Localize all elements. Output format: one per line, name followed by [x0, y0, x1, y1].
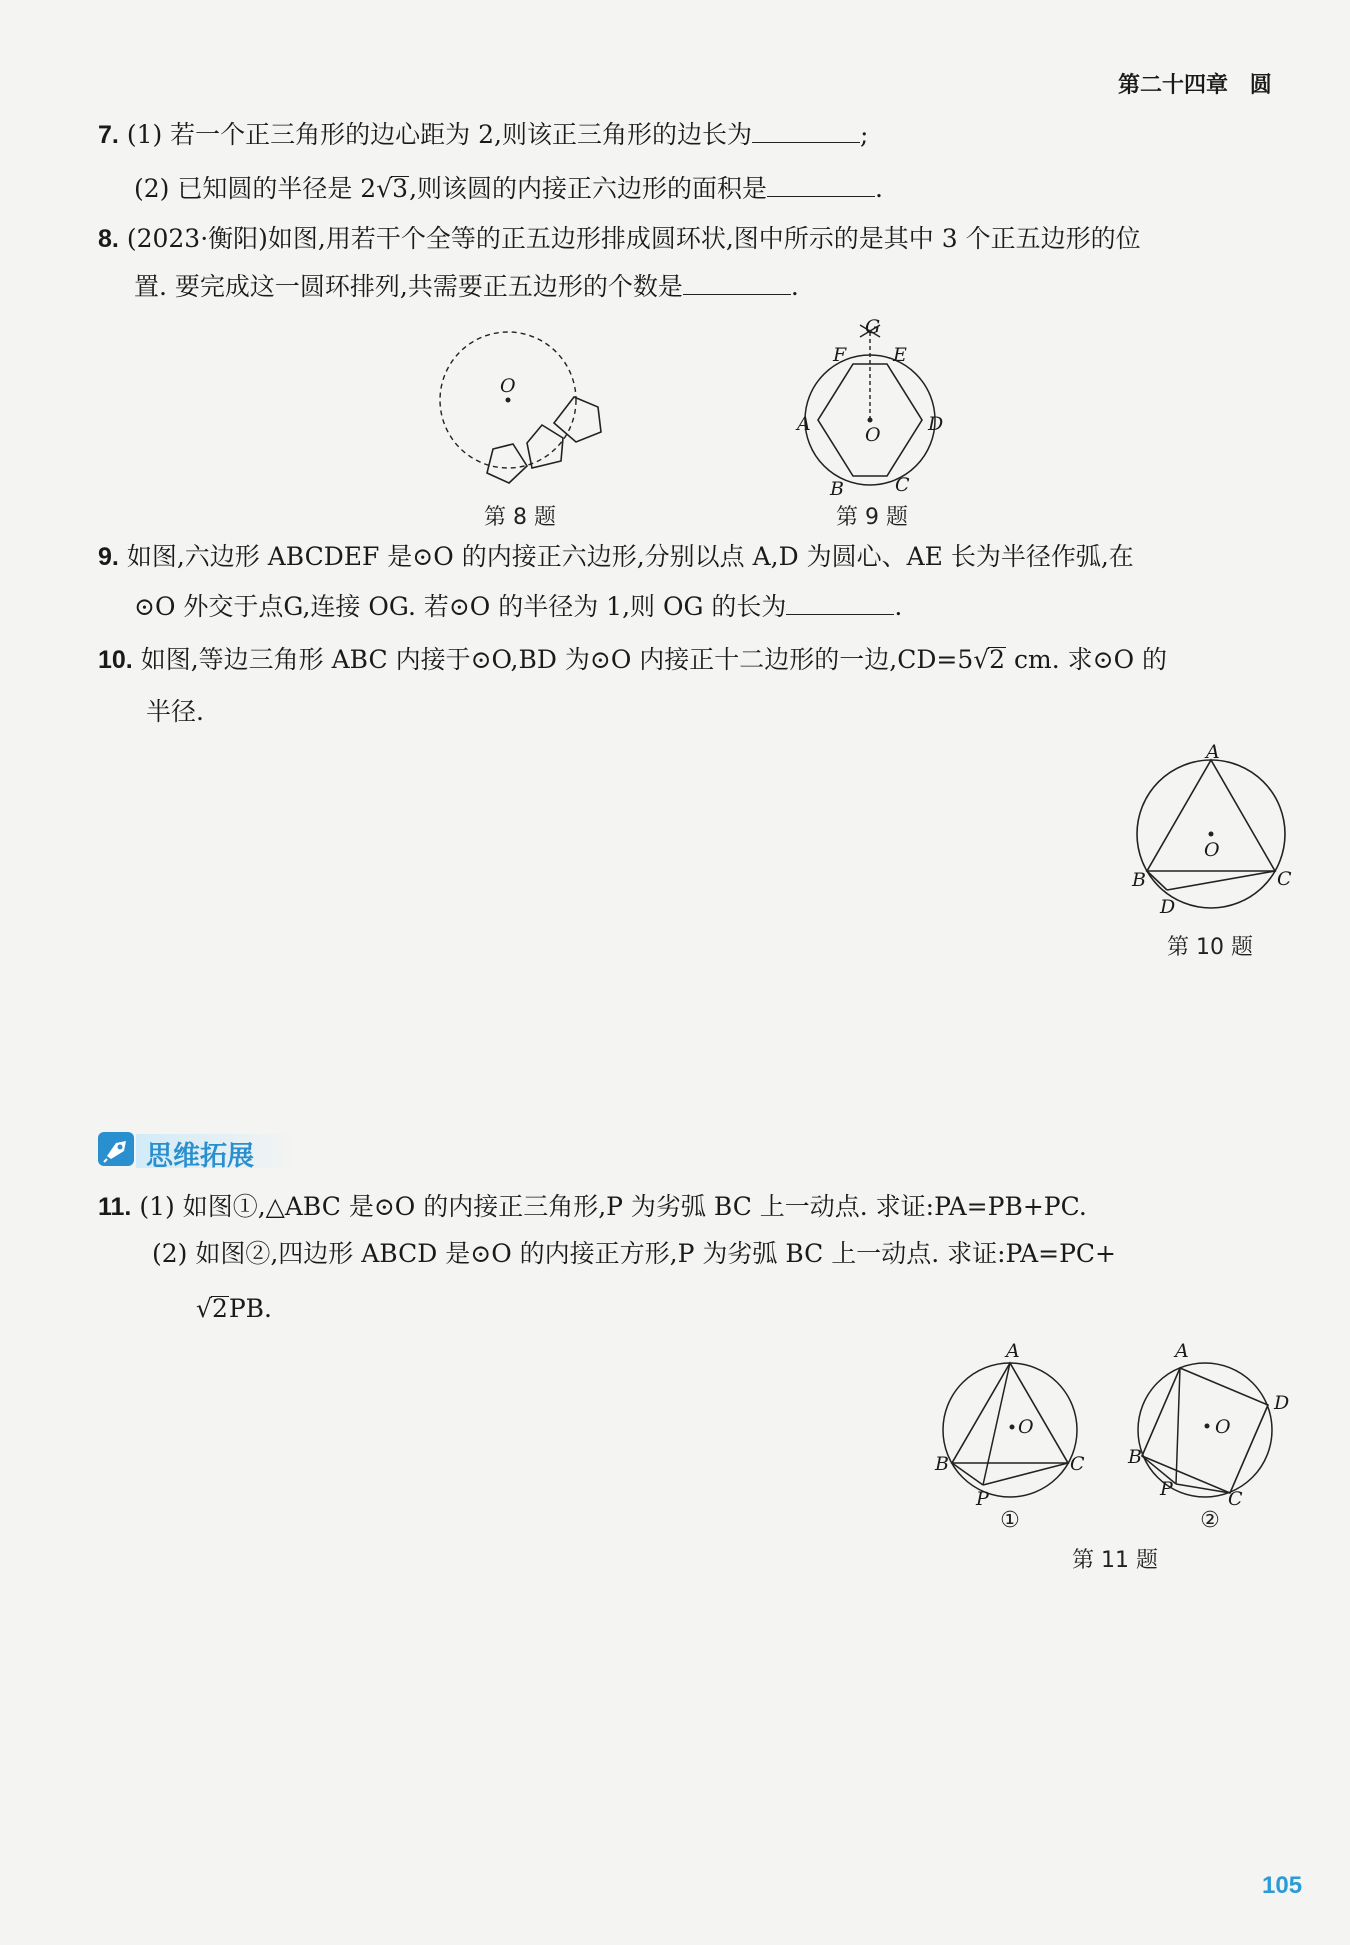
question-text: (1) 如图①,△ABC 是⊙O 的内接正三角形,P 为劣弧 BC 上一动点. 求证:PA=PB+PC. — [139, 1192, 1087, 1221]
section-banner — [98, 1130, 286, 1170]
question-text: 置. 要完成这一圆环排列,共需要正五边形的个数是 — [134, 272, 683, 301]
label-b: B — [935, 1453, 949, 1475]
question-11-part2-cont — [196, 1292, 272, 1326]
question-text: 如图,等边三角形 ABC 内接于⊙O,BD 为⊙O 内接正十二边形的一边,CD=5 — [140, 645, 974, 674]
section-title: 圆 — [1249, 73, 1272, 98]
chapter-header — [1118, 68, 1272, 99]
answer-blank — [786, 590, 894, 615]
label-a: A — [1175, 1340, 1189, 1362]
label-o: O — [1018, 1416, 1034, 1438]
punctuation: . — [894, 592, 903, 621]
label-f: F — [833, 344, 847, 366]
question-text: ⊙O 外交于点G,连接 OG. 若⊙O 的半径为 1,则 OG 的长为 — [134, 592, 787, 621]
section-title: 思维拓展 — [146, 1141, 254, 1172]
question-11-part2: (2) 如图②,四边形 ABCD 是⊙O 的内接正方形,P 为劣弧 BC 上一动点. 求证:PA=PC+ — [152, 1239, 1116, 1268]
question-10-line2: 半径. — [146, 697, 204, 726]
figure-11-caption: 第 11 题 — [1072, 1548, 1158, 1573]
question-text: 如图,六边形 ABCDEF 是⊙O 的内接正六边形,分别以点 A,D 为圆心、AE 长为半径作弧,在 — [126, 542, 1134, 571]
answer-blank — [767, 172, 875, 197]
question-10-line1 — [98, 643, 1167, 677]
question-text: PB. — [228, 1294, 272, 1323]
question-7-part1 — [98, 118, 868, 152]
punctuation: . — [875, 174, 883, 203]
label-a: A — [1206, 741, 1220, 763]
label-e: E — [893, 344, 907, 366]
figure-11-2-square — [1120, 1335, 1305, 1510]
label-o: O — [1215, 1416, 1231, 1438]
label-c: C — [1277, 868, 1292, 890]
question-9-line2 — [134, 590, 902, 624]
sqrt-radicand: 2 — [211, 1294, 228, 1323]
label-c: C — [1228, 1488, 1243, 1510]
label-a: A — [1006, 1340, 1020, 1362]
sqrt-radicand: 2 — [989, 645, 1006, 674]
sqrt-sign: √ — [973, 645, 990, 674]
label-b: B — [1132, 869, 1146, 891]
figure-10-triangle-in-circle — [1120, 738, 1300, 923]
question-8-line1 — [98, 222, 1141, 256]
chapter-title: 第二十四章 — [1118, 73, 1229, 98]
label-p: P — [976, 1488, 989, 1510]
question-text: cm. 求⊙O 的 — [1006, 645, 1168, 674]
label-d: D — [1274, 1392, 1290, 1414]
rocket-icon — [98, 1132, 134, 1166]
figure-8-caption: 第 8 题 — [484, 505, 556, 530]
page-number: 105 — [1262, 1872, 1303, 1899]
punctuation: ; — [859, 120, 869, 149]
question-number: 11. — [98, 1193, 132, 1221]
answer-blank — [752, 118, 860, 143]
figure-9-caption: 第 9 题 — [836, 505, 908, 530]
question-number: 7. — [98, 121, 119, 149]
question-text: (2023·衡阳)如图,用若干个全等的正五边形排成圆环状,图中所示的是其中 3 个正五边形的位 — [126, 224, 1141, 253]
figure-11-sub2-label: ② — [1200, 1508, 1220, 1533]
question-text: ,则该圆的内接正六边形的面积是 — [409, 174, 768, 203]
label-a: A — [797, 413, 811, 435]
question-7-part2 — [134, 172, 883, 206]
label-b: B — [1128, 1446, 1142, 1468]
question-number: 10. — [98, 646, 133, 674]
question-number: 8. — [98, 225, 119, 253]
question-9-line1 — [98, 540, 1134, 574]
label-o: O — [1204, 839, 1220, 861]
question-text: (1) 若一个正三角形的边心距为 2,则该正三角形的边长为 — [126, 120, 752, 149]
question-8-line2 — [134, 270, 799, 304]
label-d: D — [1160, 896, 1176, 918]
question-text: (2) 已知圆的半径是 2 — [134, 174, 377, 203]
label-b: B — [830, 478, 844, 500]
sqrt-sign: √ — [196, 1294, 212, 1323]
answer-blank — [683, 270, 791, 295]
figure-10-caption: 第 10 题 — [1167, 935, 1253, 960]
question-number: 9. — [98, 543, 119, 571]
figure-11-1-triangle — [930, 1335, 1090, 1510]
label-p: P — [1160, 1478, 1173, 1500]
label-c: C — [1070, 1453, 1085, 1475]
label-o: O — [865, 424, 881, 446]
figure-8-pentagon-ring — [430, 325, 610, 505]
label-d: D — [928, 413, 944, 435]
label-c: C — [895, 474, 910, 496]
sqrt-sign: √ — [376, 174, 393, 203]
sqrt-radicand: 3 — [392, 174, 409, 203]
question-11-part1 — [98, 1190, 1087, 1224]
punctuation: . — [790, 272, 799, 301]
figure-9-hexagon — [785, 315, 960, 500]
label-g: G — [865, 316, 881, 338]
figure-11-sub1-label: ① — [1000, 1508, 1020, 1533]
label-o: O — [500, 375, 516, 397]
